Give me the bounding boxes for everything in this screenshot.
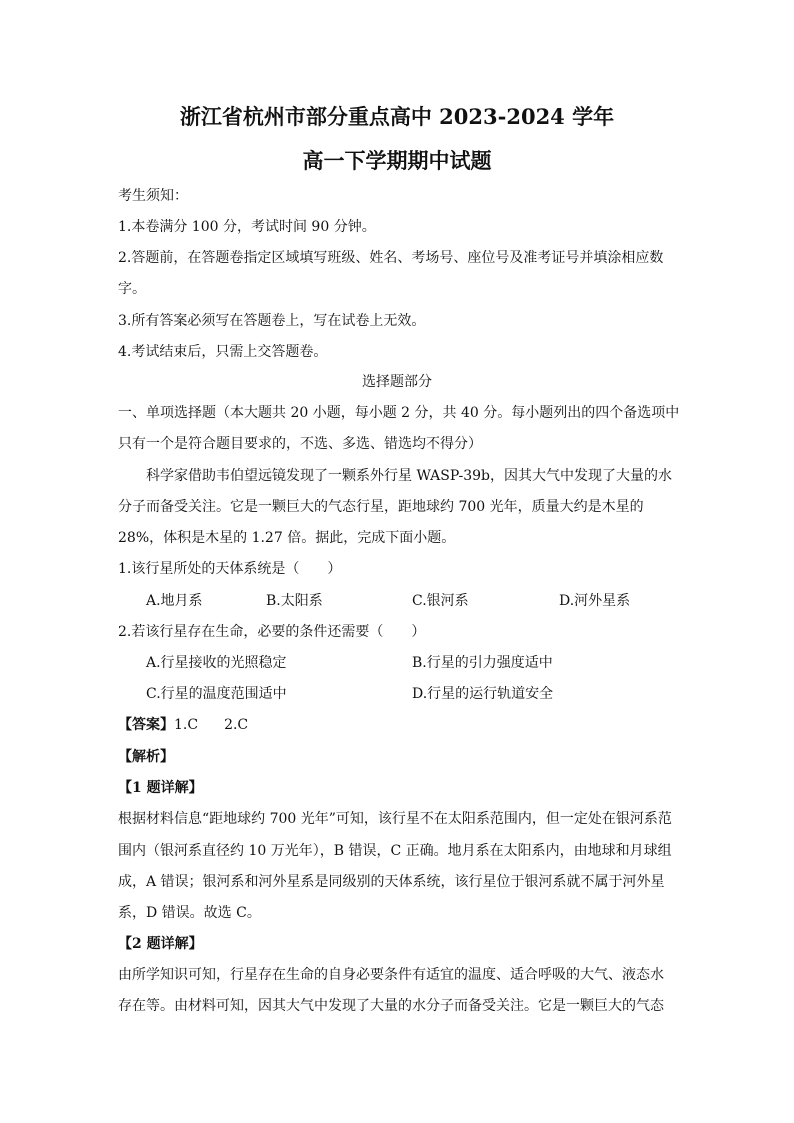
section-title: 选择题部分 bbox=[362, 374, 432, 390]
part1-instructions-line-1: 一、单项选择题（本大题共 20 小题，每小题 2 分，共 40 分。每小题列出的四个备选项中 bbox=[118, 405, 680, 421]
notice-heading: 考生须知： bbox=[118, 188, 188, 204]
analysis-label: 【解析】 bbox=[118, 749, 174, 765]
title-line-1: 浙江省杭州市部分重点高中 2023-2024 学年 bbox=[179, 104, 615, 129]
detail-1-line-4: 系，D 错误。故选 C。 bbox=[118, 905, 261, 921]
detail-2-line-2: 存在等。由材料可知，因其大气中发现了大量的水分子而备受关注。它是一颗巨大的气态 bbox=[118, 998, 664, 1014]
question-1-stem: 1.该行星所处的天体系统是（ ） bbox=[118, 561, 342, 577]
notice-item-1: 1.本卷满分 100 分，考试时间 90 分钟。 bbox=[118, 219, 376, 235]
notice-item-2: 2.答题前，在答题卷指定区域填写班级、姓名、考场号、座位号及准考证号并填涂相应数 bbox=[118, 250, 664, 266]
material-line-1: 科学家借助韦伯望远镜发现了一颗系外行星 WASP-39b，因其大气中发现了大量的水 bbox=[146, 468, 673, 484]
detail-1-label: 【1 题详解】 bbox=[118, 780, 203, 796]
detail-1-line-3: 成，A 错误；银河系和河外星系是同级别的天体系统，该行星位于银河系就不属于河外星 bbox=[118, 874, 665, 890]
detail-2-line-1: 由所学知识可知，行星存在生命的自身必要条件有适宜的温度、适合呼吸的大气、液态水 bbox=[118, 967, 664, 983]
question-1-option-d: D.河外星系 bbox=[559, 593, 631, 609]
question-1-option-b: B.太阳系 bbox=[266, 593, 323, 609]
detail-1-line-2: 围内（银河系直径约 10 万光年），B 错误，C 正确。地月系在太阳系内，由地球和月球组 bbox=[118, 843, 672, 859]
notice-item-3: 3.所有答案必须写在答题卷上，写在试卷上无效。 bbox=[118, 313, 426, 329]
answer-label: 【答案】 bbox=[118, 717, 174, 733]
question-2-option-d: D.行星的运行轨道安全 bbox=[412, 686, 554, 702]
answer-line bbox=[118, 715, 678, 735]
material-line-3: 28%，体积是木星的 1.27 倍。据此，完成下面小题。 bbox=[118, 530, 456, 546]
question-1-option-c: C.银河系 bbox=[412, 593, 469, 609]
question-2-option-b: B.行星的引力强度适中 bbox=[412, 655, 553, 671]
detail-2-label: 【2 题详解】 bbox=[118, 936, 203, 952]
answer-value-1: 1.C bbox=[174, 717, 199, 733]
material-line-2: 分子而备受关注。它是一颗巨大的气态行星，距地球约 700 光年，质量大约是木星的 bbox=[118, 499, 644, 515]
notice-item-2-continued: 字。 bbox=[118, 281, 146, 297]
question-2-option-c: C.行星的温度范围适中 bbox=[146, 686, 287, 702]
part1-instructions-line-2: 只有一个是符合题目要求的，不选、多选、错选均不得分） bbox=[118, 436, 482, 452]
title-line-2: 高一下学期期中试题 bbox=[302, 148, 492, 173]
question-2-option-a: A.行星接收的光照稳定 bbox=[146, 655, 287, 671]
notice-item-4: 4.考试结束后，只需上交答题卷。 bbox=[118, 344, 328, 360]
question-1-option-a: A.地月系 bbox=[146, 593, 203, 609]
answer-value-2: 2.C bbox=[224, 717, 249, 733]
question-2-stem: 2.若该行星存在生命，必要的条件还需要（ ） bbox=[118, 624, 426, 640]
detail-1-line-1: 根据材料信息“距地球约 700 光年”可知，该行星不在太阳系范围内，但一定处在银河系范 bbox=[118, 811, 672, 827]
